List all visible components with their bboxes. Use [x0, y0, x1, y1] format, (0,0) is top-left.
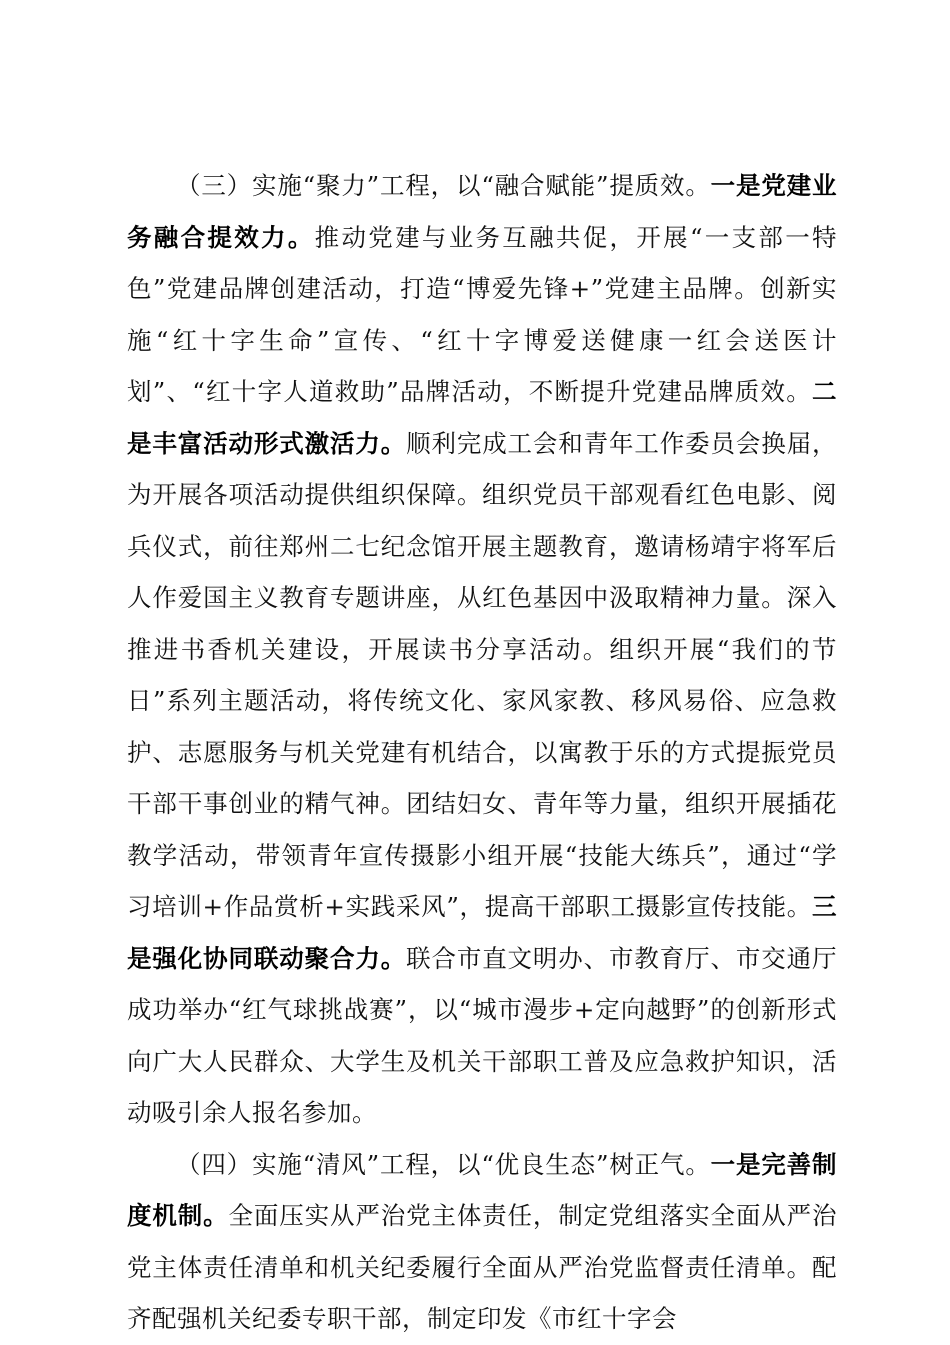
- paragraph-section-3: [127, 160, 837, 1139]
- point-1-text: 推动党建与业务互融共促，开展“一支部一特色”党建品牌创建活动，打造“博爱先锋+”党建主品牌。创新实施“红十字生命”宣传、“红十字博爱送健康一红会送医计划”、“红十字人道救助”品牌活动，不断提升党建品牌质效。: [127, 222, 838, 406]
- point-4-1-text: 全面压实从严治党主体责任，制定党组落实全面从严治党主体责任清单和机关纪委履行全面从严治党监督责任清单。配齐配强机关纪委专职干部，制定印发《市红十字会: [127, 1201, 838, 1333]
- point-2-text: 顺利完成工会和青年工作委员会换届，为开展各项活动提供组织保障。组织党员干部观看红色电影、阅兵仪式，前往郑州二七纪念馆开展主题教育，邀请杨靖宇将军后人作爱国主义教育专题讲座，从红色基因中汲取精神力量。深入推进书香机关建设，开展读书分享活动。组织开展“我们的节日”系列主题活动，将传统文化、家风家教、移风易俗、应急救护、志愿服务与机关党建有机结合，以寓教于乐的方式提振党员干部干事创业的精气神。团结妇女、青年等力量，组织开展插花教学活动，带领青年宣传摄影小组开展“技能大练兵”，通过“学习培训+作品赏析+实践采风”，提高干部职工摄影宣传技能。: [127, 428, 838, 921]
- paragraph-section-4: [127, 1139, 837, 1345]
- document-body: [127, 160, 837, 1345]
- section-4-heading: （四）实施“清风”工程，以“优良生态”树正气。: [176, 1149, 711, 1179]
- point-2-heading: 二是丰富活动形式激活力。: [127, 377, 837, 458]
- point-3-text: 联合市直文明办、市教育厅、市交通厅成功举办“红气球挑战赛”，以“城市漫步+定向越野”的创新形式向广大人民群众、大学生及机关干部职工普及应急救护知识，活动吸引余人报名参加。: [127, 943, 838, 1127]
- point-1-heading: 一是党建业务融合提效力。: [127, 171, 837, 252]
- section-3-heading: （三）实施“聚力”工程，以“融合赋能”提质效。: [176, 171, 711, 200]
- point-4-1-heading: 一是完善制度机制。: [127, 1149, 837, 1230]
- point-3-heading: 三是强化协同联动聚合力。: [127, 892, 837, 973]
